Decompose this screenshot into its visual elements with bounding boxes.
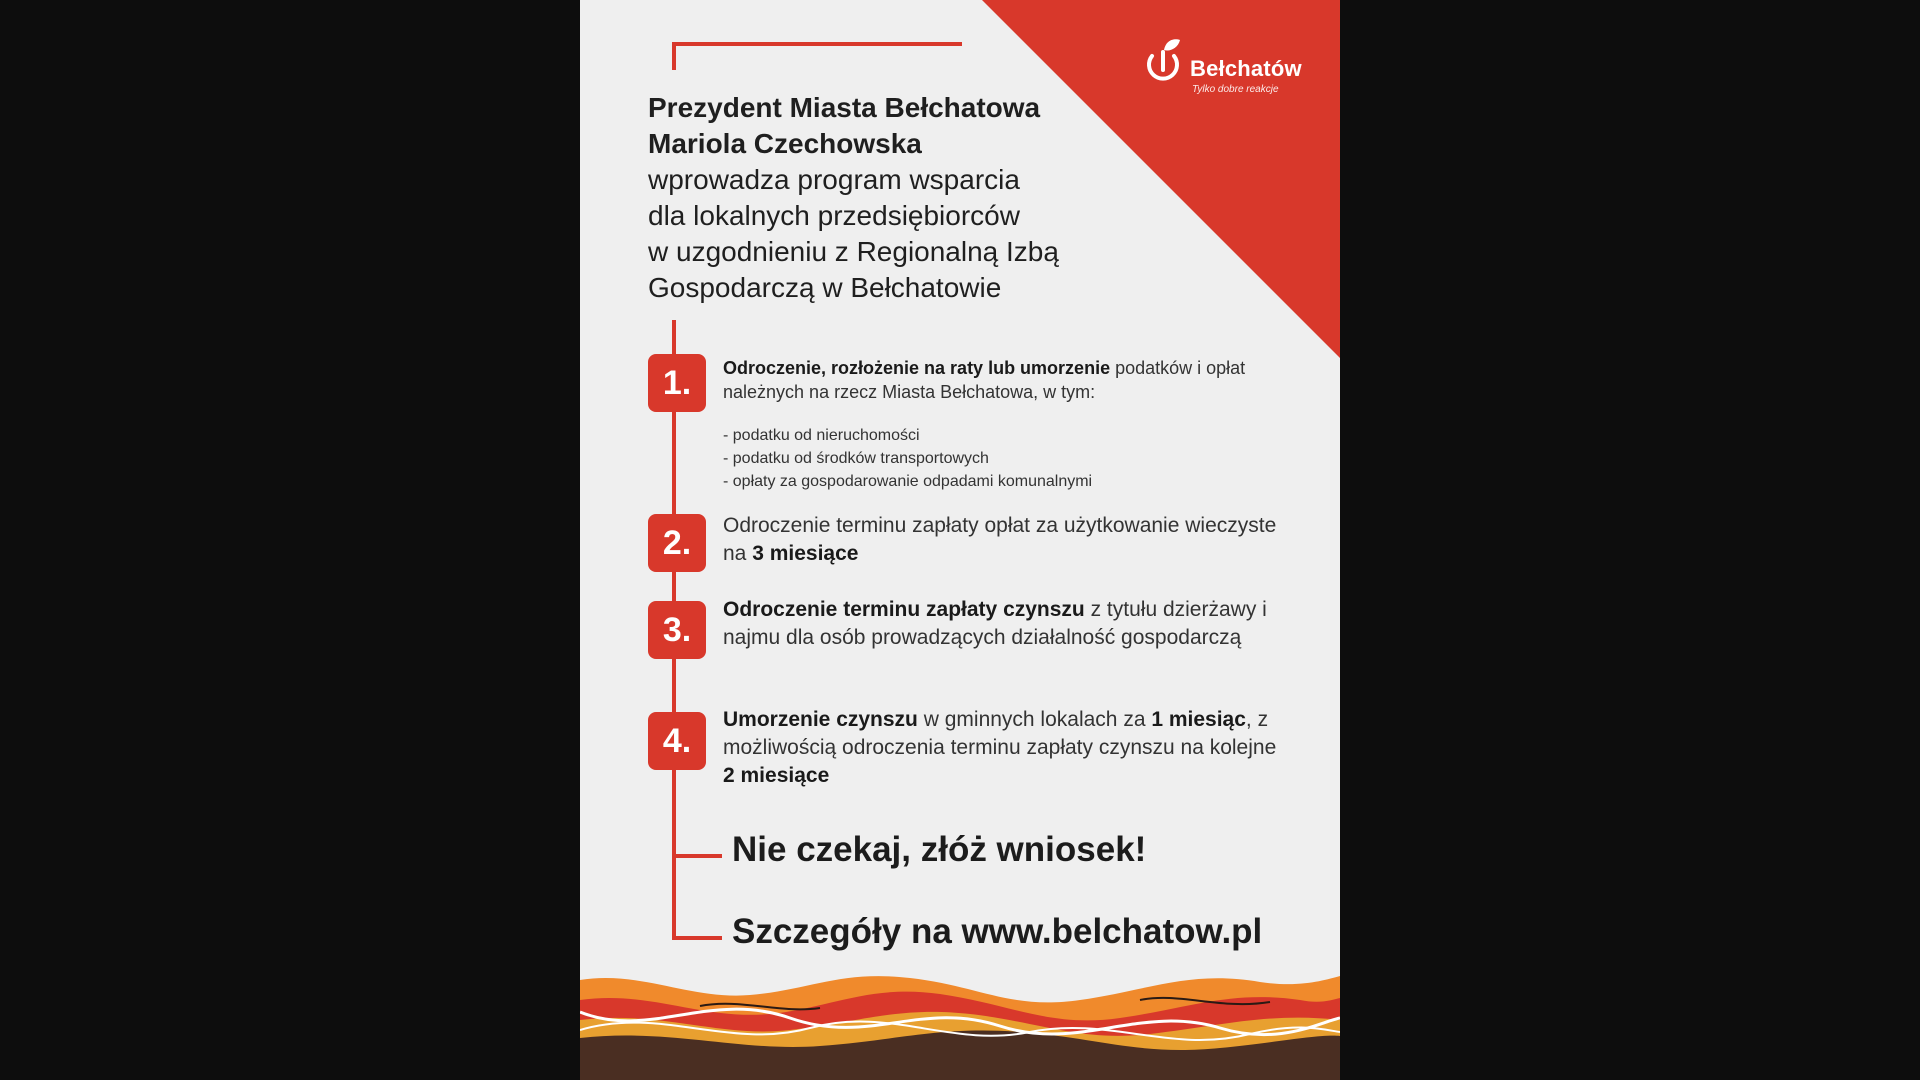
heading-line: Gospodarczą w Bełchatowie xyxy=(648,272,1002,303)
item-4-bold: Umorzenie czynszu xyxy=(723,708,918,731)
details-website-link[interactable]: Szczegóły na www.belchatow.pl xyxy=(732,912,1263,951)
decorative-waves xyxy=(580,970,1340,1080)
support-item-1 xyxy=(723,356,1293,404)
item-4-text: w gminnych lokalach za xyxy=(917,708,1152,731)
heading-line: dla lokalnych przedsiębiorców xyxy=(648,200,1020,231)
item-2-text: Odroczenie terminu zapłaty opłat za użytkowanie wieczyste na xyxy=(723,514,1277,565)
support-item-4 xyxy=(723,706,1293,790)
support-item-2 xyxy=(723,512,1293,568)
item-3-bold: Odroczenie terminu zapłaty czynszu xyxy=(723,598,1085,621)
heading xyxy=(648,90,1108,306)
timeline-branch xyxy=(672,936,722,940)
power-apple-icon xyxy=(1140,36,1186,90)
logo-name: Bełchatów xyxy=(1190,56,1302,81)
city-logo xyxy=(1140,34,1320,98)
tax-sublist xyxy=(723,424,1092,493)
heading-line: wprowadza program wsparcia xyxy=(648,164,1020,195)
item-1-text: podatków i opłat należnych na rzecz Miasta Bełchatowa, w tym: xyxy=(723,358,1246,402)
list-item: - podatku od nieruchomości xyxy=(723,427,920,444)
support-item-3 xyxy=(723,596,1293,652)
timeline-branch xyxy=(672,854,722,858)
apply-call-to-action: Nie czekaj, złóż wniosek! xyxy=(732,830,1147,869)
item-1-bold: Odroczenie, rozłożenie na raty lub umorzenie xyxy=(723,358,1111,378)
heading-line: w uzgodnieniu z Regionalną Izbą xyxy=(648,236,1059,267)
logo-tagline: Tylko dobre reakcje xyxy=(1192,84,1279,95)
list-item: - opłaty za gospodarowanie odpadami komunalnymi xyxy=(723,473,1093,490)
heading-title: Prezydent Miasta Bełchatowa xyxy=(648,92,1041,123)
number-badge-1: 1. xyxy=(648,354,706,412)
item-2-bold: 3 miesiące xyxy=(752,542,859,565)
top-bracket-rule xyxy=(672,42,962,70)
item-4-text-cont: , z możliwością odroczenia terminu zapłaty czynszu na kolejne xyxy=(723,708,1277,759)
heading-name: Mariola Czechowska xyxy=(648,128,922,159)
item-3-text: z tytułu dzierżawy i najmu dla osób prowadzących działalność gospodarczą xyxy=(723,598,1267,649)
item-4-bold-deferral: 2 miesiące xyxy=(723,764,830,787)
poster xyxy=(580,0,1340,1080)
item-4-bold-duration: 1 miesiąc xyxy=(1151,708,1246,731)
number-badge-4: 4. xyxy=(648,712,706,770)
number-badge-3: 3. xyxy=(648,601,706,659)
number-badge-2: 2. xyxy=(648,514,706,572)
list-item: - podatku od środków transportowych xyxy=(723,450,989,467)
